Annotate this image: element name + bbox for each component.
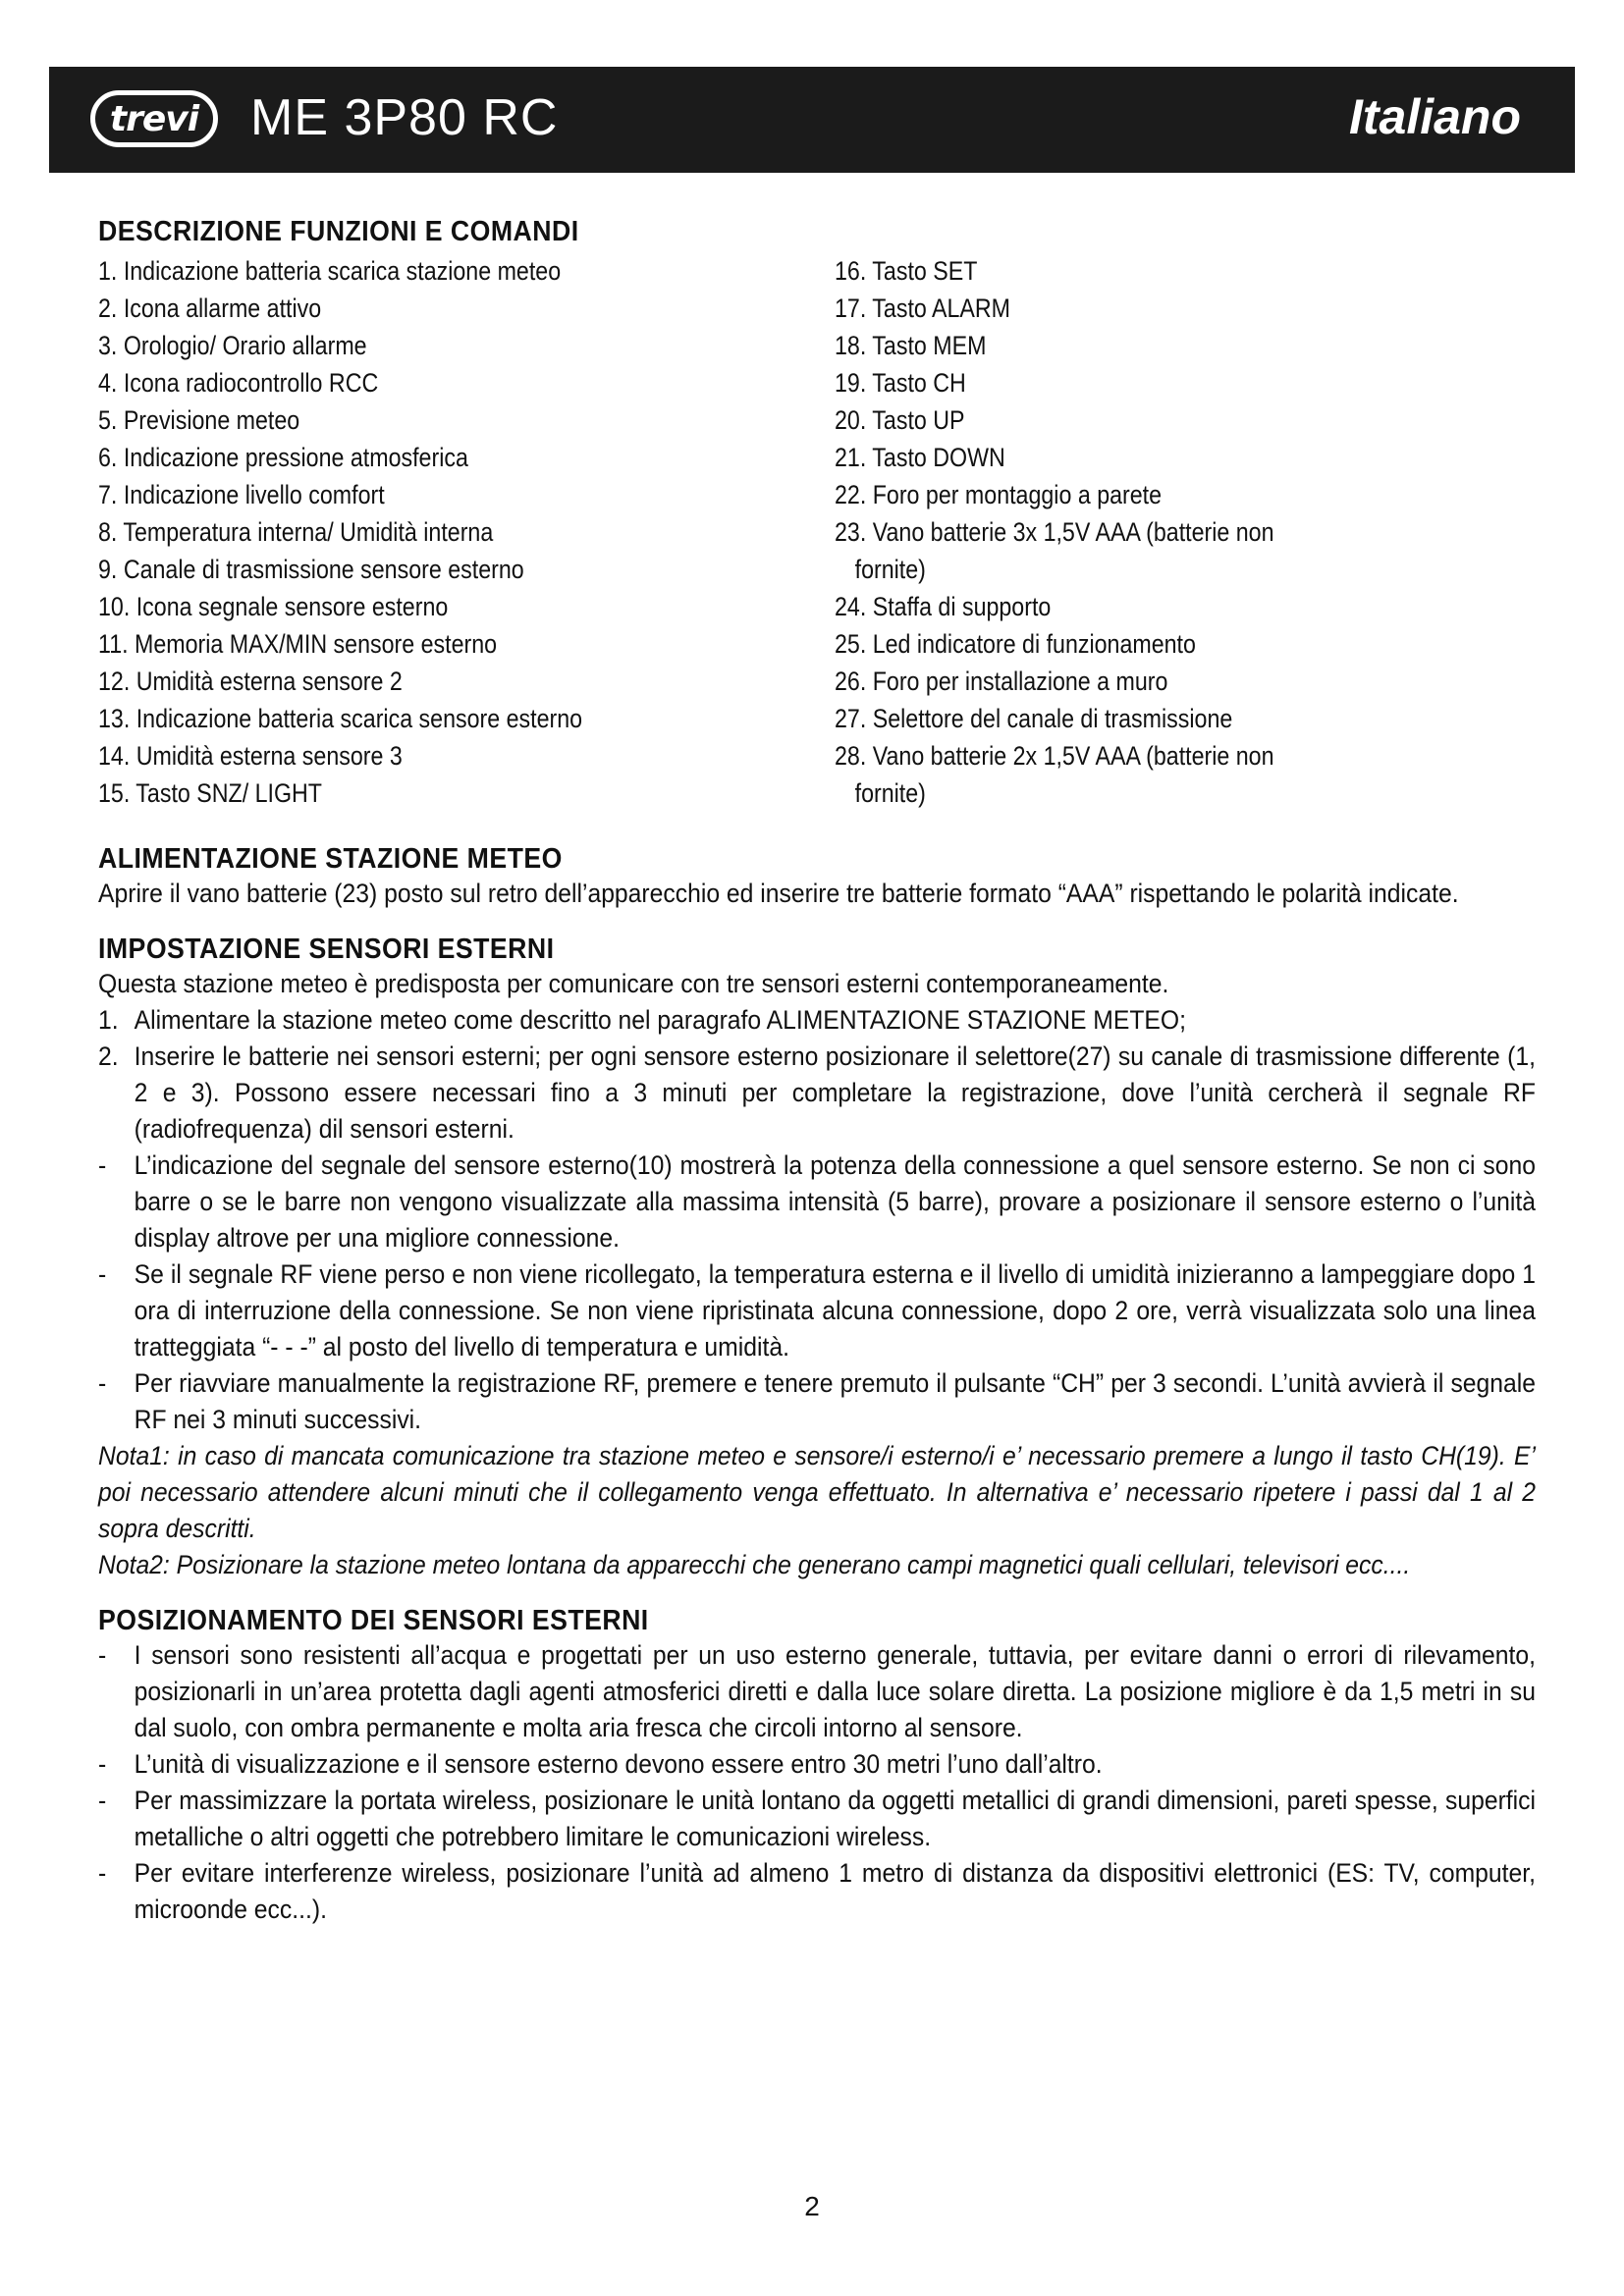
function-item: 14. Umidità esterna sensore 3 <box>98 741 403 771</box>
sensors-title: IMPOSTAZIONE SENSORI ESTERNI <box>98 934 555 965</box>
function-item: 11. Memoria MAX/MIN sensore esterno <box>98 629 498 659</box>
list-marker: - <box>98 1858 107 1888</box>
function-item: 18. Tasto MEM <box>835 331 987 360</box>
list-item <box>98 1746 1536 1783</box>
page-header <box>49 67 1575 173</box>
list-item <box>98 1855 1536 1928</box>
functions-left-column <box>98 252 805 812</box>
list-item <box>98 1637 1536 1746</box>
positioning-section <box>98 1605 1536 1928</box>
function-item-continuation: fornite) <box>854 555 926 584</box>
function-item: 8. Temperatura interna/ Umidità interna <box>98 517 494 547</box>
function-item: 10. Icona segnale sensore esterno <box>98 592 449 621</box>
sensors-intro: Questa stazione meteo è predisposta per comunicare con tre sensori esterni contemporaneamente. <box>98 969 1169 998</box>
function-item: 1. Indicazione batteria scarica stazione meteo <box>98 256 562 286</box>
list-text: L’indicazione del segnale del sensore esterno(10) mostrerà la potenza della connessione a quel sensore esterno. Se non ci sono barre o se le barre non vengono visualizzate alla massima intensità (5 barre), provare a posizionare il sensore esterno o l’unità display altrove per una migliore connessione. <box>134 1150 1537 1253</box>
sensors-section <box>98 934 1536 1583</box>
function-item-continuation: fornite) <box>854 778 926 808</box>
function-item: 2. Icona allarme attivo <box>98 294 322 323</box>
list-marker: 2. <box>98 1041 119 1071</box>
positioning-body <box>98 1637 1536 1928</box>
model-name: ME 3P80 RC <box>250 89 559 146</box>
trevi-logo: trevi <box>90 90 218 147</box>
language-label: Italiano <box>1348 89 1521 144</box>
list-text: Se il segnale RF viene perso e non viene ricollegato, la temperatura esterna e il livello di umidità inizieranno a lampeggiare dopo 1 ora di interruzione della connessione. Se non viene ripristinata alcuna connessione, dopo 2 ore, verrà visualizzata solo una linea tratteggiata “- - -” al posto del livello di temperatura e umidità. <box>134 1259 1537 1362</box>
power-text: Aprire il vano batterie (23) posto sul retro dell’apparecchio ed inserire tre batterie formato “AAA” rispettando le polarità indicate. <box>98 879 1459 908</box>
list-marker: - <box>98 1368 107 1398</box>
power-section <box>98 843 1536 912</box>
document-body <box>98 216 1536 1928</box>
note-1: Nota1: in caso di mancata comunicazione tra stazione meteo e sensore/i esterno/i e’ necessario premere a lungo il tasto CH(19). E’ poi necessario attendere alcuni minuti che il collegamento venga effettuato. In alternativa e’ necessario ripetere i passi dal 1 al 2 sopra descritti. <box>98 1441 1536 1543</box>
list-text: Per riavviare manualmente la registrazione RF, premere e tenere premuto il pulsante “CH” per 3 secondi. L’unità avvierà il segnale RF nei 3 minuti successivi. <box>134 1368 1537 1434</box>
function-item: 4. Icona radiocontrollo RCC <box>98 368 379 398</box>
function-item: 15. Tasto SNZ/ LIGHT <box>98 778 322 808</box>
list-text: Per massimizzare la portata wireless, posizionare le unità lontano da oggetti metallici di grandi dimensioni, pareti spesse, superfici metalliche o altri oggetti che potrebbero limitare le comunicazioni wireless. <box>134 1786 1537 1851</box>
function-item: 22. Foro per montaggio a parete <box>835 480 1163 509</box>
function-item: 19. Tasto CH <box>835 368 966 398</box>
list-item <box>98 1002 1536 1039</box>
function-item: 13. Indicazione batteria scarica sensore esterno <box>98 704 583 733</box>
function-item: 17. Tasto ALARM <box>835 294 1010 323</box>
positioning-title: POSIZIONAMENTO DEI SENSORI ESTERNI <box>98 1605 649 1636</box>
functions-right-column <box>835 252 1463 812</box>
list-marker: - <box>98 1640 107 1670</box>
list-marker: - <box>98 1786 107 1815</box>
function-item: 7. Indicazione livello comfort <box>98 480 385 509</box>
function-item: 27. Selettore del canale di trasmissione <box>835 704 1233 733</box>
functions-list <box>98 252 1536 822</box>
list-item <box>98 1148 1536 1256</box>
function-item: 24. Staffa di supporto <box>835 592 1052 621</box>
function-item: 26. Foro per installazione a muro <box>835 667 1168 696</box>
functions-title: DESCRIZIONE FUNZIONI E COMANDI <box>98 216 579 247</box>
function-item: 16. Tasto SET <box>835 256 978 286</box>
function-item: 28. Vano batterie 2x 1,5V AAA (batterie non <box>835 741 1274 771</box>
list-text: L’unità di visualizzazione e il sensore esterno devono essere entro 30 metri l’uno dall’altro. <box>134 1749 1103 1779</box>
page-number: 2 <box>804 2191 820 2221</box>
list-text: Alimentare la stazione meteo come descritto nel paragrafo ALIMENTAZIONE STAZIONE METEO; <box>134 1005 1186 1035</box>
list-marker: - <box>98 1749 107 1779</box>
note-2: Nota2: Posizionare la stazione meteo lontana da apparecchi che generano campi magnetici quali cellulari, televisori ecc.... <box>98 1550 1411 1579</box>
function-item: 3. Orologio/ Orario allarme <box>98 331 367 360</box>
function-item: 9. Canale di trasmissione sensore esterno <box>98 555 524 584</box>
sensors-body <box>98 966 1536 1583</box>
function-item: 25. Led indicatore di funzionamento <box>835 629 1196 659</box>
list-marker: - <box>98 1150 107 1180</box>
list-text: Inserire le batterie nei sensori esterni; per ogni sensore esterno posizionare il selettore(27) su canale di trasmissione differente (1, 2 e 3). Possono essere necessari fino a 3 minuti per completare la registrazione, dove l’unità cercherà il segnale RF (radiofrequenza) dil sensori esterni. <box>134 1041 1537 1144</box>
list-text: Per evitare interferenze wireless, posizionare l’unità ad almeno 1 metro di distanza da dispositivi elettronici (ES: TV, computer, microonde ecc...). <box>134 1858 1537 1924</box>
list-item <box>98 1365 1536 1438</box>
function-item: 23. Vano batterie 3x 1,5V AAA (batterie non <box>835 517 1274 547</box>
list-text: I sensori sono resistenti all’acqua e progettati per un uso esterno generale, tuttavia, per evitare danni o errori di rilevamento, posizionarli in un’area protetta dagli agenti atmosferici diretti e dalla luce solare diretta. La posizione migliore è da 1,5 metri in su dal suolo, con ombra permanente e molta aria fresca che circoli intorno al sensore. <box>134 1640 1537 1742</box>
function-item: 20. Tasto UP <box>835 405 965 435</box>
list-marker: 1. <box>98 1005 119 1035</box>
function-item: 6. Indicazione pressione atmosferica <box>98 443 468 472</box>
function-item: 5. Previsione meteo <box>98 405 300 435</box>
list-item <box>98 1256 1536 1365</box>
function-item: 21. Tasto DOWN <box>835 443 1005 472</box>
power-title: ALIMENTAZIONE STAZIONE METEO <box>98 843 563 875</box>
list-item <box>98 1783 1536 1855</box>
list-marker: - <box>98 1259 107 1289</box>
function-item: 12. Umidità esterna sensore 2 <box>98 667 403 696</box>
list-item <box>98 1039 1536 1148</box>
